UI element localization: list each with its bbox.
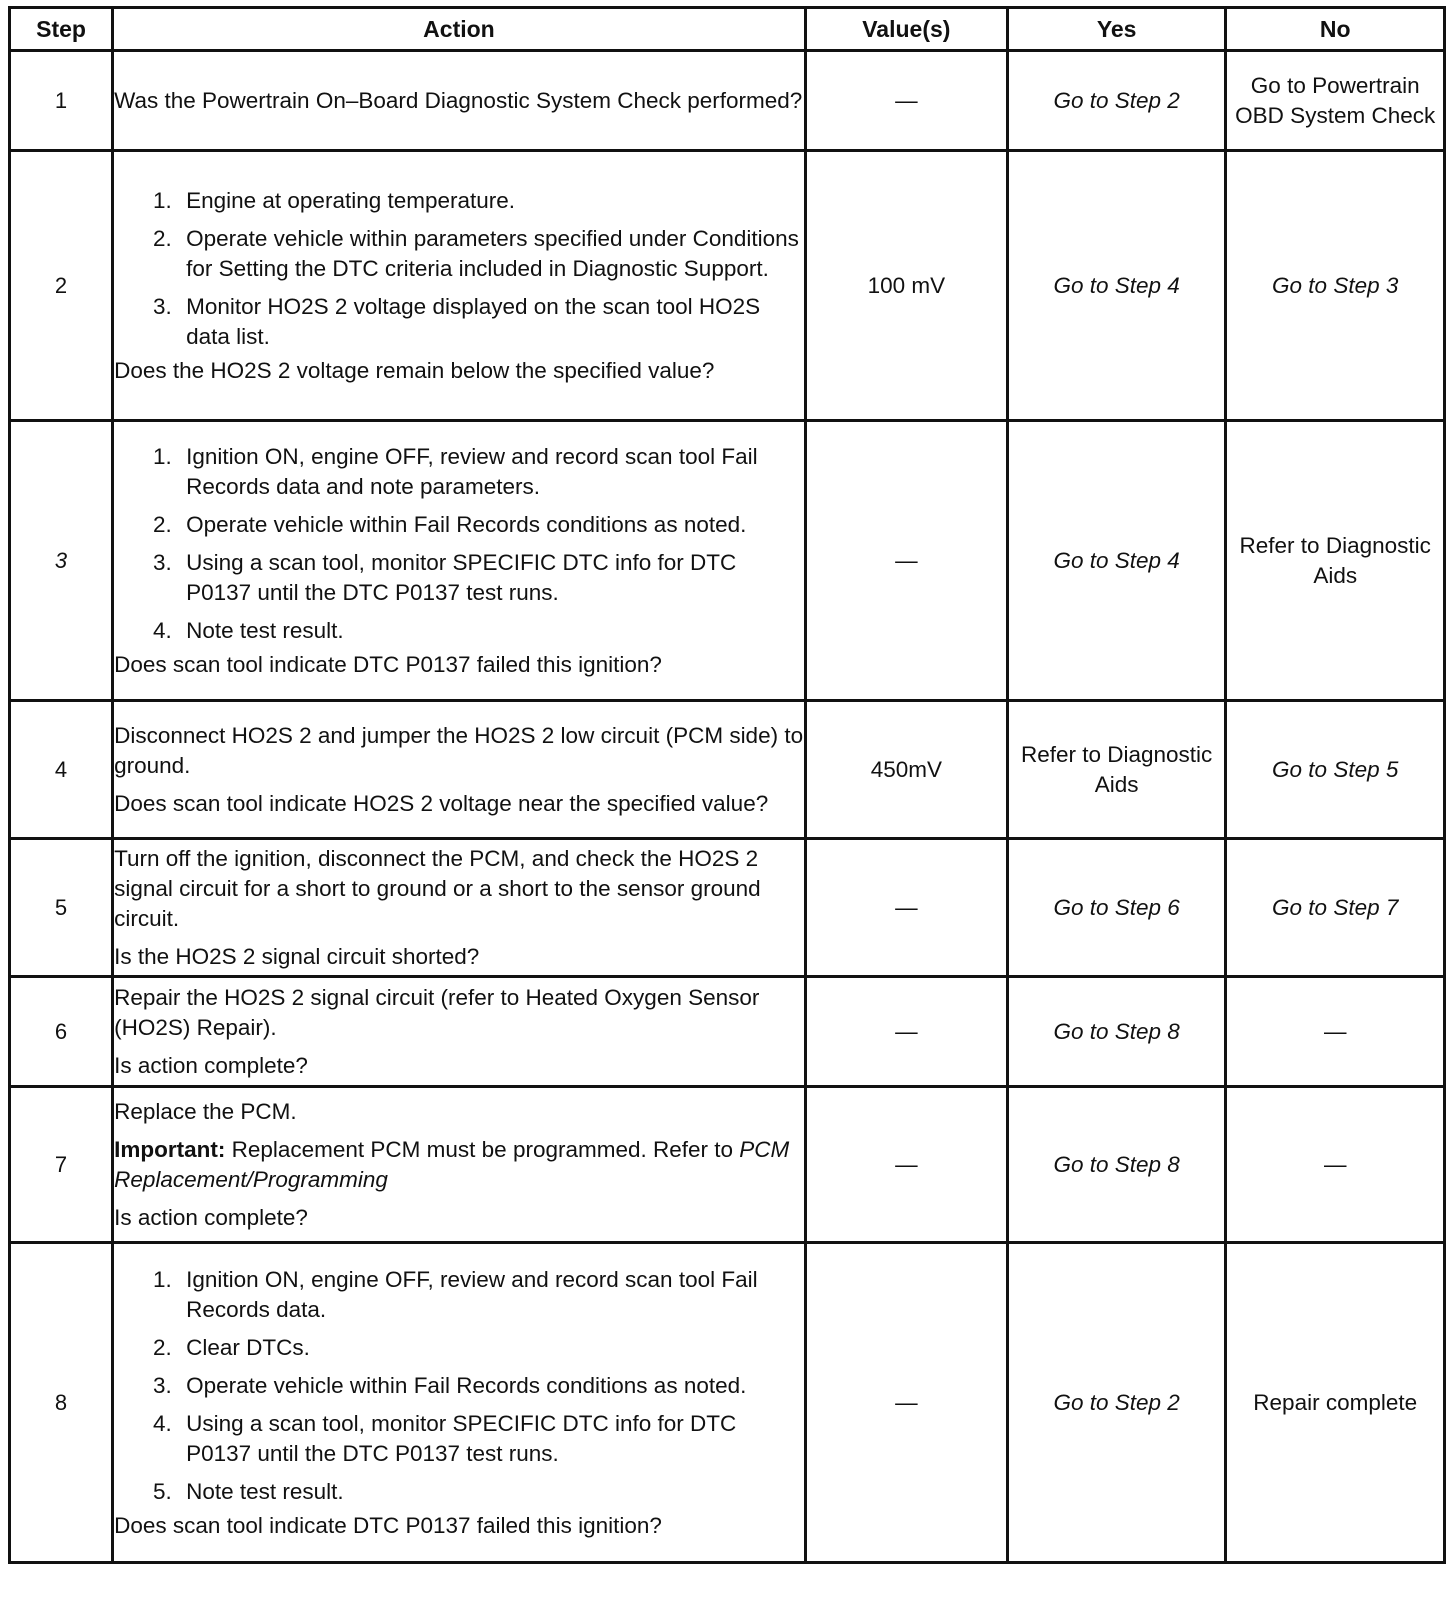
value-cell: 100 mV (805, 151, 1007, 421)
yes-cell: Refer to Diagnostic Aids (1007, 701, 1226, 839)
no-cell: — (1226, 977, 1445, 1087)
reference-link[interactable]: PCM Replacement/Programming (114, 1136, 790, 1192)
table-row (10, 1087, 1445, 1243)
no-cell: Repair complete (1226, 1243, 1445, 1563)
important-text: Replacement PCM must be programmed. Refer to (225, 1136, 740, 1162)
step-number: 2 (10, 151, 113, 421)
step-number: 8 (10, 1243, 113, 1563)
list-item: 1. Ignition ON, engine OFF, review and record scan tool Fail Records data and note parameters. (178, 442, 804, 502)
action-cell (113, 977, 806, 1087)
list-item: 2. Clear DTCs. (178, 1333, 804, 1363)
action-cell (113, 421, 806, 701)
list-item: 4. Using a scan tool, monitor SPECIFIC DTC info for DTC P0137 until the DTC P0137 test runs. (178, 1409, 804, 1469)
step-number: 4 (10, 701, 113, 839)
list-item: 1. Engine at operating temperature. (178, 186, 804, 216)
value-cell: 450mV (805, 701, 1007, 839)
value-cell: — (805, 51, 1007, 151)
action-question: Is action complete? (114, 1204, 308, 1230)
step-number: 3 (10, 421, 113, 701)
step-number: 7 (10, 1087, 113, 1243)
no-cell: Go to Step 5 (1226, 701, 1445, 839)
action-steps-list (114, 186, 804, 352)
action-question: Is the HO2S 2 signal circuit shorted? (114, 943, 480, 969)
step-number: 5 (10, 839, 113, 977)
action-instruction: Replace the PCM. (114, 1098, 297, 1124)
action-steps-list (114, 442, 804, 646)
yes-cell: Go to Step 8 (1007, 1087, 1226, 1243)
yes-cell: Go to Step 2 (1007, 51, 1226, 151)
value-cell: — (805, 977, 1007, 1087)
action-cell (113, 839, 806, 977)
action-question: Does scan tool indicate DTC P0137 failed this ignition? (114, 651, 662, 677)
table-header-row (10, 8, 1445, 51)
table-row (10, 977, 1445, 1087)
step-number: 1 (10, 51, 113, 151)
value-cell: — (805, 421, 1007, 701)
yes-cell: Go to Step 4 (1007, 151, 1226, 421)
yes-cell: Go to Step 4 (1007, 421, 1226, 701)
action-cell (113, 701, 806, 839)
list-item: 3. Using a scan tool, monitor SPECIFIC DTC info for DTC P0137 until the DTC P0137 test runs. (178, 548, 804, 608)
action-steps-list (114, 1265, 804, 1507)
list-item: 2. Operate vehicle within Fail Records conditions as noted. (178, 510, 804, 540)
yes-cell: Go to Step 6 (1007, 839, 1226, 977)
header-no: No (1226, 8, 1445, 51)
list-item: 3. Operate vehicle within Fail Records conditions as noted. (178, 1371, 804, 1401)
table-row (10, 701, 1445, 839)
action-question: Does the HO2S 2 voltage remain below the specified value? (114, 357, 715, 383)
list-item: 4. Note test result. (178, 616, 804, 646)
action-question: Is action complete? (114, 1052, 308, 1078)
important-label: Important: (114, 1136, 226, 1162)
diagnostic-table (8, 6, 1446, 1564)
action-cell (113, 51, 806, 151)
step-number: 6 (10, 977, 113, 1087)
value-cell: — (805, 839, 1007, 977)
table-row (10, 51, 1445, 151)
header-step: Step (10, 8, 113, 51)
diagnostic-table-page (8, 6, 1446, 1564)
header-action: Action (113, 8, 806, 51)
action-cell (113, 1243, 806, 1563)
list-item: 5. Note test result. (178, 1477, 804, 1507)
table-row (10, 421, 1445, 701)
action-instruction: Disconnect HO2S 2 and jumper the HO2S 2 low circuit (PCM side) to ground. (114, 722, 804, 778)
no-cell: Go to Powertrain OBD System Check (1226, 51, 1445, 151)
table-row (10, 839, 1445, 977)
table-row (10, 1243, 1445, 1563)
important-note (114, 1135, 804, 1195)
no-cell: Refer to Diagnostic Aids (1226, 421, 1445, 701)
table-row (10, 151, 1445, 421)
action-question: Does scan tool indicate DTC P0137 failed this ignition? (114, 1512, 662, 1538)
action-question: Does scan tool indicate HO2S 2 voltage near the specified value? (114, 790, 769, 816)
value-cell: — (805, 1243, 1007, 1563)
list-item: 1. Ignition ON, engine OFF, review and record scan tool Fail Records data. (178, 1265, 804, 1325)
value-cell: — (805, 1087, 1007, 1243)
yes-cell: Go to Step 2 (1007, 1243, 1226, 1563)
action-instruction: Turn off the ignition, disconnect the PCM, and check the HO2S 2 signal circuit for a short to ground or a short to the sensor ground circuit. (114, 845, 761, 931)
list-item: 3. Monitor HO2S 2 voltage displayed on the scan tool HO2S data list. (178, 292, 804, 352)
header-yes: Yes (1007, 8, 1226, 51)
action-instruction: Repair the HO2S 2 signal circuit (refer to Heated Oxygen Sensor (HO2S) Repair). (114, 984, 760, 1040)
action-question: Was the Powertrain On–Board Diagnostic System Check performed? (114, 87, 803, 113)
no-cell: Go to Step 7 (1226, 839, 1445, 977)
no-cell: Go to Step 3 (1226, 151, 1445, 421)
no-cell: — (1226, 1087, 1445, 1243)
header-values: Value(s) (805, 8, 1007, 51)
list-item: 2. Operate vehicle within parameters specified under Conditions for Setting the DTC criteria included in Diagnostic Support. (178, 224, 804, 284)
action-cell (113, 1087, 806, 1243)
action-cell (113, 151, 806, 421)
yes-cell: Go to Step 8 (1007, 977, 1226, 1087)
